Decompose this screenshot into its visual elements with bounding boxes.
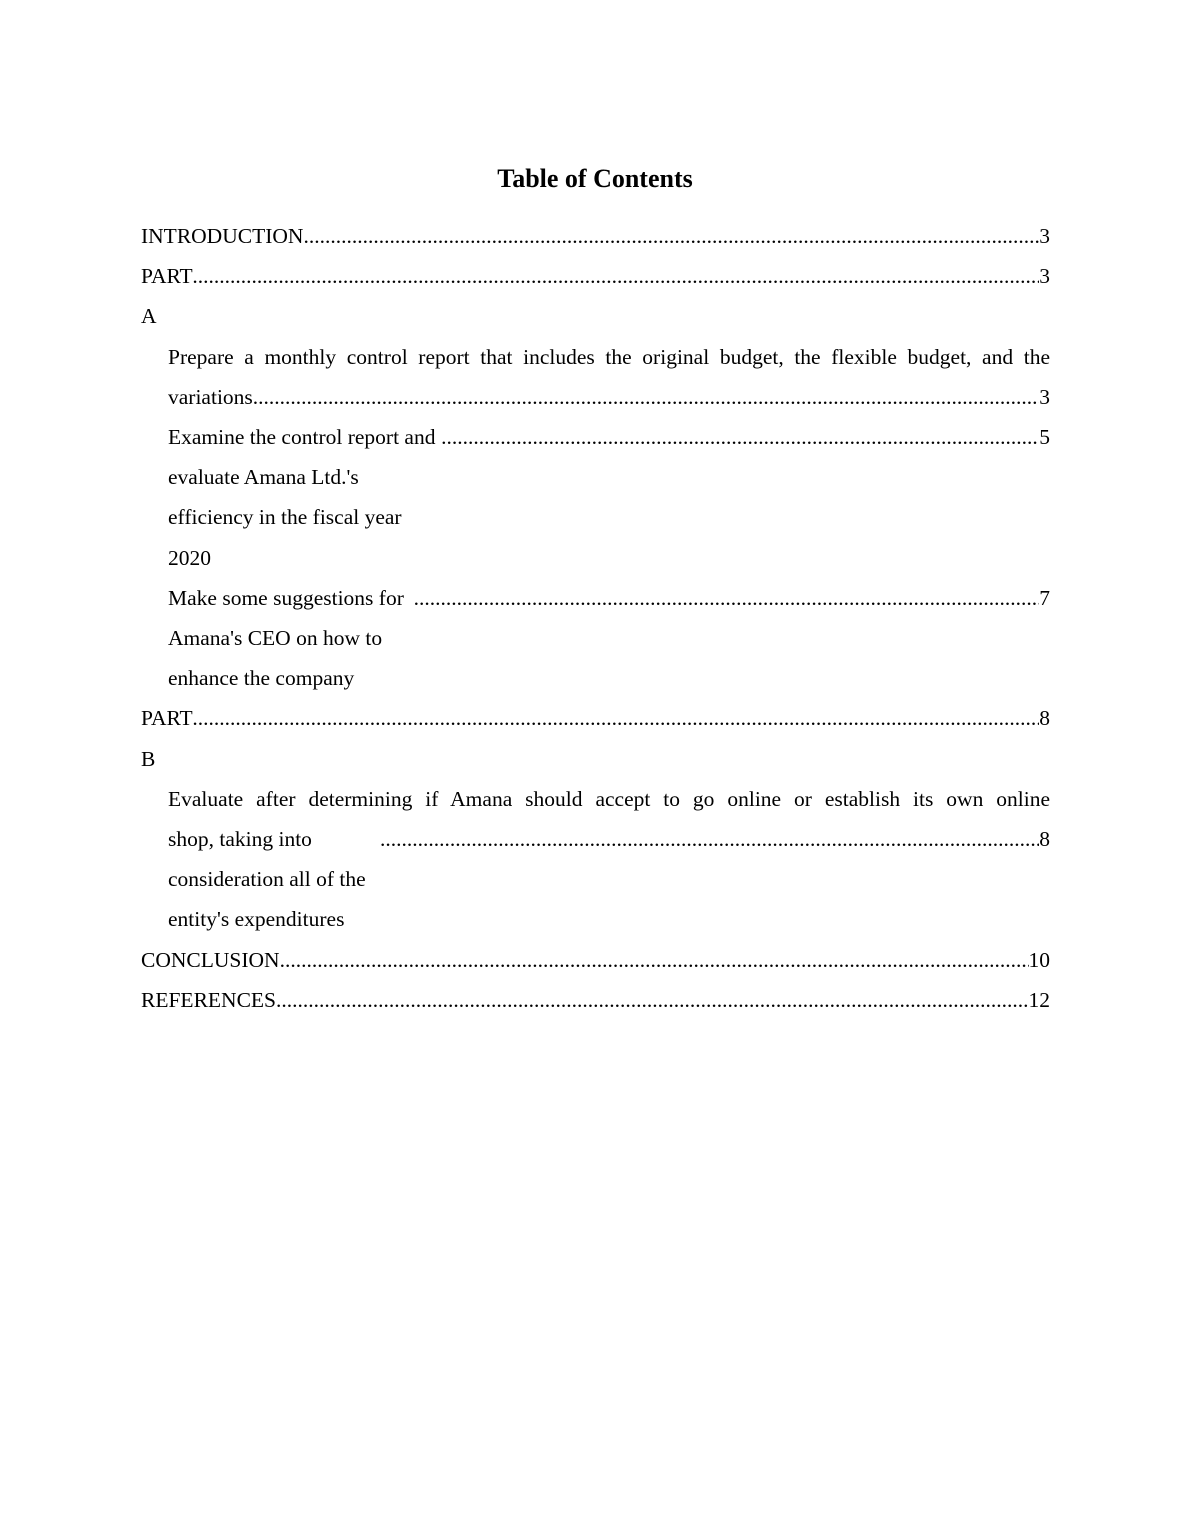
toc-entry-part-a[interactable]	[141, 256, 1050, 336]
toc-leader-dots	[303, 216, 1039, 256]
toc-leader-dots	[414, 578, 1040, 618]
toc-entry-text-line1: Prepare a monthly control report that includes the original budget, the flexible budget, and the	[168, 344, 1050, 369]
toc-leader-dots	[441, 417, 1039, 457]
toc-page-number: 5	[1039, 425, 1050, 450]
toc-leader-dots	[192, 256, 1039, 296]
toc-entry-text: REFERENCES	[141, 987, 276, 1012]
toc-title: Table of Contents	[497, 164, 693, 193]
toc-entry-text: PART A	[141, 264, 193, 329]
toc-page-number: 8	[1039, 827, 1050, 852]
toc-entry-text: Examine the control report and evaluate Amana Ltd.'s efficiency in the fiscal year 2020	[168, 425, 436, 570]
toc-entry-online-shop-evaluation[interactable]	[141, 779, 1050, 940]
toc-leader-dots	[253, 377, 1039, 417]
toc-page-number: 10	[1028, 947, 1050, 972]
toc-entry-text: PART B	[141, 706, 193, 771]
toc-page-number: 3	[1039, 384, 1050, 409]
toc-entry-conclusion[interactable]	[141, 940, 1050, 980]
toc-page-number: 12	[1028, 987, 1050, 1012]
toc-leader-dots	[380, 819, 1039, 859]
toc-entry-introduction[interactable]	[141, 216, 1050, 256]
toc-leader-dots	[280, 940, 1029, 980]
toc-leader-dots	[276, 980, 1029, 1020]
toc-entry-text: INTRODUCTION	[141, 224, 304, 248]
toc-page-number: 3	[1039, 264, 1050, 289]
toc-leader-dots	[192, 698, 1039, 738]
table-of-contents	[141, 216, 1050, 1020]
toc-entry-text: variations	[168, 384, 253, 409]
toc-entry-text: Make some suggestions for Amana's CEO on how to enhance the company	[168, 585, 404, 691]
toc-entry-references[interactable]	[141, 980, 1050, 1020]
toc-entry-text-line1: Evaluate after determining if Amana should accept to go online or establish its own online	[168, 786, 1050, 811]
toc-entry-suggestions-ceo[interactable]	[141, 578, 1050, 699]
toc-entry-text: CONCLUSION	[141, 947, 280, 972]
toc-entry-text: shop, taking into consideration all of the entity's expenditures	[168, 827, 366, 932]
toc-page-number: 3	[1039, 224, 1050, 248]
toc-page-number: 7	[1039, 585, 1050, 610]
toc-entry-monthly-control-report[interactable]	[141, 337, 1050, 417]
toc-page-number: 8	[1039, 706, 1050, 731]
toc-entry-examine-control-report[interactable]	[141, 417, 1050, 578]
toc-entry-part-b[interactable]	[141, 698, 1050, 778]
